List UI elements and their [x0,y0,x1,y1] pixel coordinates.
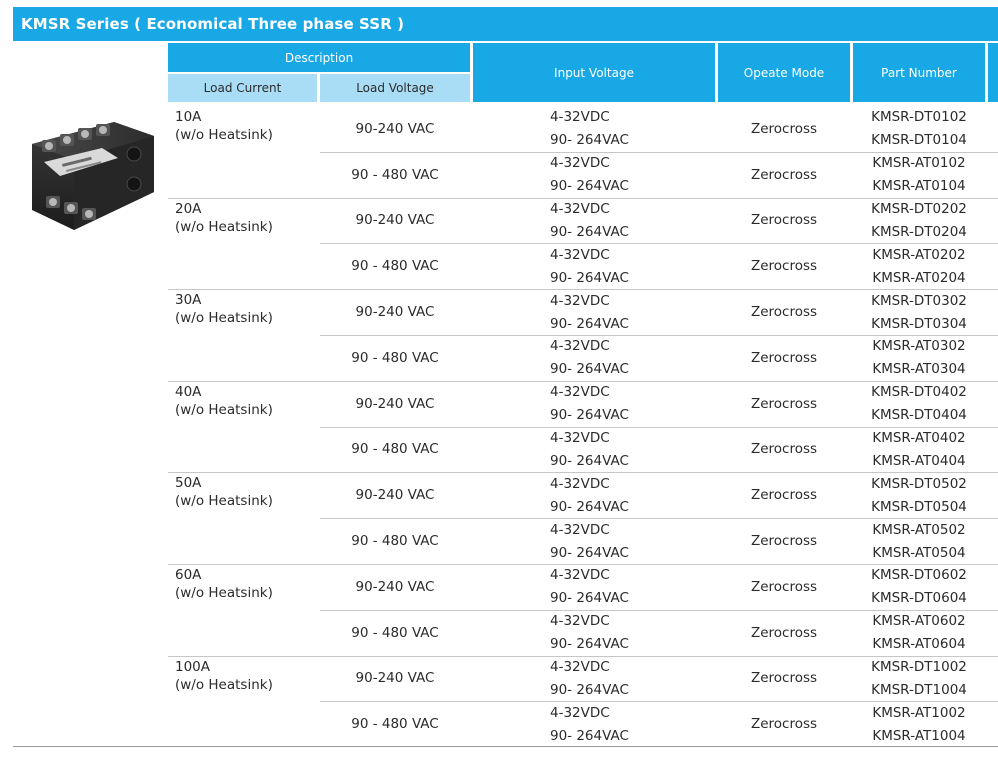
heatsink-note: (w/o Heatsink) [175,310,273,327]
part-number-cell [853,289,985,335]
part-number: KMSR-DT0202 [871,201,967,218]
load-voltage-header-label: Load Voltage [356,81,434,95]
part-number: KMSR-DT0602 [871,567,967,584]
load-voltage-cell: 90 - 480 VAC [351,716,439,733]
operate-mode-cell: Zerocross [750,395,818,412]
three-phase-ssr-relay-photo [22,114,158,242]
operate-mode-cell: Zerocross [750,670,818,687]
load-voltage-cell: 90-240 VAC [355,578,435,595]
input-voltage-header [473,43,715,102]
operate-mode-cell: Zerocross [750,487,818,504]
part-number-header-label: Part Number [881,65,957,80]
part-number: KMSR-AT0404 [872,452,966,469]
load-voltage-header [320,74,470,102]
operate-mode-cell: Zerocross [750,120,818,137]
part-number: KMSR-DT0402 [871,384,967,401]
input-voltage-line: 90- 264VAC [550,681,629,698]
part-number-cell [853,656,985,702]
operate-mode-cell: Zerocross [750,166,818,183]
load-voltage-cell: 90 - 480 VAC [351,166,439,183]
part-number: KMSR-DT0204 [871,223,967,240]
part-number: KMSR-AT0604 [872,636,966,653]
part-number-cell [853,427,985,473]
part-number: KMSR-DT0604 [871,590,967,607]
part-number: KMSR-AT0204 [872,269,966,286]
part-number-cell [853,243,985,289]
part-number-cell [853,152,985,198]
input-voltage-line: 4-32VDC [550,430,610,447]
operate-mode-cell: Zerocross [750,349,818,366]
part-number-cell [853,381,985,427]
part-number: KMSR-AT0304 [872,361,966,378]
series-title-banner [13,7,998,41]
part-number: KMSR-AT0402 [872,430,966,447]
part-number-cell [853,335,985,381]
input-voltage-line: 4-32VDC [550,109,610,126]
input-voltage-cell [550,381,660,427]
input-voltage-line: 4-32VDC [550,246,610,263]
input-voltage-line: 90- 264VAC [550,132,629,149]
part-number: KMSR-DT0504 [871,498,967,515]
input-voltage-line: 90- 264VAC [550,590,629,607]
input-voltage-line: 90- 264VAC [550,178,629,195]
operate-mode-cell: Zerocross [750,258,818,275]
input-voltage-line: 4-32VDC [550,659,610,676]
part-number: KMSR-AT0202 [872,246,966,263]
load-current-header-label: Load Current [203,81,282,95]
load-current-cell [175,474,320,562]
load-voltage-cell: 90 - 480 VAC [351,441,439,458]
operate-mode-cell: Zerocross [750,578,818,595]
part-number-cell [853,701,985,747]
load-current-value: 40A [175,383,202,400]
operate-mode-cell: Zerocross [750,624,818,641]
input-voltage-line: 4-32VDC [550,201,610,218]
part-number-cell [853,518,985,564]
series-title: KMSR Series ( Economical Three phase SSR ) [21,15,405,33]
part-number-cell [853,472,985,518]
part-number: KMSR-DT0302 [871,292,967,309]
part-number: KMSR-DT1004 [871,681,967,698]
part-number: KMSR-DT0502 [871,475,967,492]
input-voltage-line: 90- 264VAC [550,452,629,469]
heatsink-note: (w/o Heatsink) [175,585,273,601]
input-voltage-cell [550,518,660,564]
part-number-header [853,43,985,102]
load-current-cell [175,200,320,288]
load-voltage-cell: 90-240 VAC [355,120,435,137]
extra-header [988,43,998,102]
input-voltage-line: 4-32VDC [550,704,610,721]
load-current-value: 20A [175,200,202,217]
part-number-cell [853,564,985,610]
load-current-cell [175,383,320,471]
operate-mode-header [718,43,850,102]
input-voltage-line: 90- 264VAC [550,223,629,240]
load-voltage-cell: 90-240 VAC [355,395,435,412]
input-voltage-cell [550,243,660,289]
part-number: KMSR-AT0502 [872,521,966,538]
load-current-cell [175,291,320,379]
load-voltage-cell: 90-240 VAC [355,212,435,229]
load-voltage-cell: 90 - 480 VAC [351,349,439,366]
input-voltage-cell [550,564,660,610]
input-voltage-cell [550,472,660,518]
load-current-value: 60A [175,567,202,583]
part-number: KMSR-DT0304 [871,315,967,332]
input-voltage-cell [550,106,660,152]
input-voltage-cell [550,289,660,335]
load-current-value: 30A [175,292,202,309]
load-current-value: 50A [175,475,202,492]
operate-mode-cell: Zerocross [750,304,818,321]
load-voltage-cell: 90-240 VAC [355,487,435,504]
input-voltage-line: 90- 264VAC [550,315,629,332]
part-number: KMSR-AT0504 [872,544,966,561]
load-current-header [168,74,317,102]
input-voltage-line: 90- 264VAC [550,544,629,561]
load-current-cell [175,658,320,746]
operate-mode-header-label: Opeate Mode [743,65,825,80]
load-current-value: 100A [175,658,211,675]
load-current-cell [175,108,320,196]
part-number: KMSR-AT0104 [872,178,966,195]
load-voltage-cell: 90-240 VAC [355,670,435,687]
input-voltage-line: 90- 264VAC [550,407,629,424]
part-number: KMSR-AT1004 [872,727,966,744]
input-voltage-line: 4-32VDC [550,567,610,584]
input-voltage-line: 90- 264VAC [550,361,629,378]
input-voltage-line: 4-32VDC [550,475,610,492]
input-voltage-cell [550,427,660,473]
input-voltage-cell [550,335,660,381]
part-number: KMSR-DT0404 [871,407,967,424]
load-voltage-cell: 90 - 480 VAC [351,258,439,275]
input-voltage-line: 90- 264VAC [550,498,629,515]
input-voltage-line: 4-32VDC [550,384,610,401]
operate-mode-cell: Zerocross [750,212,818,229]
part-number: KMSR-DT0104 [871,132,967,149]
part-number: KMSR-AT1002 [872,704,966,721]
load-voltage-cell: 90 - 480 VAC [351,533,439,550]
description-header-label: Description [284,50,354,65]
heatsink-note: (w/o Heatsink) [175,493,273,510]
operate-mode-cell: Zerocross [750,716,818,733]
heatsink-note: (w/o Heatsink) [175,127,273,143]
load-voltage-cell: 90-240 VAC [355,304,435,321]
input-voltage-line: 90- 264VAC [550,727,629,744]
load-current-value: 10A [175,109,202,125]
operate-mode-cell: Zerocross [750,533,818,550]
input-voltage-line: 4-32VDC [550,338,610,355]
heatsink-note: (w/o Heatsink) [175,218,273,235]
input-voltage-header-label: Input Voltage [554,65,634,80]
heatsink-note: (w/o Heatsink) [175,676,273,693]
input-voltage-line: 4-32VDC [550,613,610,630]
part-number: KMSR-AT0602 [872,613,966,630]
heatsink-note: (w/o Heatsink) [175,401,273,418]
input-voltage-line: 4-32VDC [550,521,610,538]
load-current-cell [175,566,320,654]
input-voltage-line: 4-32VDC [550,155,610,172]
part-number: KMSR-DT0102 [871,109,967,126]
input-voltage-cell [550,198,660,244]
load-voltage-cell: 90 - 480 VAC [351,624,439,641]
part-number: KMSR-AT0102 [872,155,966,172]
part-number-cell [853,106,985,152]
input-voltage-line: 90- 264VAC [550,269,629,286]
input-voltage-line: 4-32VDC [550,292,610,309]
table-bottom-rule [13,746,998,747]
input-voltage-cell [550,701,660,747]
part-number: KMSR-DT1002 [871,659,967,676]
description-header [168,43,470,72]
part-number-cell [853,610,985,656]
operate-mode-cell: Zerocross [750,441,818,458]
input-voltage-cell [550,152,660,198]
input-voltage-line: 90- 264VAC [550,636,629,653]
input-voltage-cell [550,656,660,702]
input-voltage-cell [550,610,660,656]
part-number: KMSR-AT0302 [872,338,966,355]
part-number-cell [853,198,985,244]
